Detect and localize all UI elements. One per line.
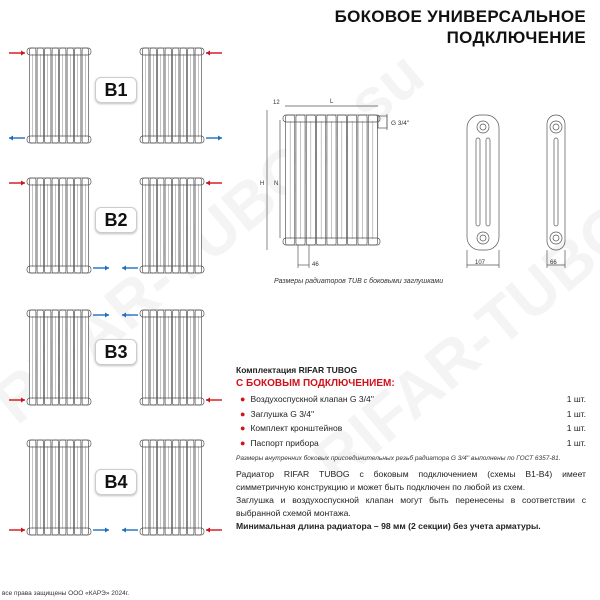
scheme-b4 [0, 435, 230, 545]
dim-l-label: L [330, 99, 334, 105]
radiator-left [27, 440, 91, 535]
description-p1: Радиатор RIFAR TUBOG с боковым подключением (схемы B1-B4) имеет симметричную конструкцию и может быть подключен по любой из схем. [236, 469, 586, 492]
kit-item-name: Паспорт прибора [250, 437, 319, 448]
supply-arrow-icon [9, 528, 25, 533]
radiator-left [27, 310, 91, 405]
supply-arrow-icon [206, 398, 222, 403]
kit-item-qty: 1 шт. [566, 437, 586, 448]
scheme-label: B1 [95, 77, 137, 103]
supply-arrow-icon [206, 528, 222, 533]
supply-arrow-icon [9, 398, 25, 403]
dim-12-label: 12 [273, 100, 280, 106]
return-arrow-icon [93, 266, 109, 271]
return-arrow-icon [122, 313, 138, 318]
dim-n-label: N [274, 181, 279, 187]
scheme-label: B2 [95, 207, 137, 233]
return-arrow-icon [93, 528, 109, 533]
dimension-drawing [240, 90, 580, 285]
dim-107-label: 107 [475, 260, 486, 266]
radiator-right [140, 178, 204, 273]
kit-section [236, 365, 586, 462]
return-arrow-icon [122, 528, 138, 533]
bullet-icon: ● [240, 394, 246, 405]
kit-item-name: Воздухоспускной клапан G 3/4'' [250, 394, 374, 405]
dim-46-label: 46 [312, 262, 319, 268]
kit-item-name: Заглушка G 3/4'' [250, 408, 315, 419]
radiator-right [140, 48, 204, 143]
drawing-caption: Размеры радиаторов TUB с боковыми заглушками [274, 278, 444, 285]
kit-item-qty: 1 шт. [566, 394, 586, 405]
description [236, 468, 586, 533]
radiator-front-view [283, 115, 380, 245]
kit-item-name: Комплект кронштейнов [250, 423, 343, 434]
supply-arrow-icon [206, 51, 222, 56]
radiator-right [140, 310, 204, 405]
kit-item-qty: 1 шт. [566, 423, 586, 434]
radiator-side-view-107 [467, 115, 499, 250]
scheme-b1 [0, 43, 230, 153]
return-arrow-icon [122, 266, 138, 271]
kit-item [236, 436, 586, 451]
kit-title: Комплектация RIFAR TUBOG [236, 365, 358, 375]
kit-item [236, 407, 586, 422]
bullet-icon: ● [240, 423, 246, 434]
dim-66-label: 66 [550, 260, 557, 266]
return-arrow-icon [206, 136, 222, 141]
scheme-label: B4 [95, 469, 137, 495]
description-p2: Заглушка и воздухоспускной клапан могут быть перенесены в соответствии с выбранной схемой монтажа. [236, 495, 586, 518]
kit-item [236, 421, 586, 436]
scheme-b3 [0, 305, 230, 415]
title-line-2: ПОДКЛЮЧЕНИЕ [446, 28, 586, 47]
thread-label: G 3/4'' [391, 120, 410, 127]
description-p3: Минимальная длина радиатора – 98 мм (2 секции) без учета арматуры. [236, 521, 541, 531]
radiator-left [27, 48, 91, 143]
supply-arrow-icon [9, 51, 25, 56]
return-arrow-icon [93, 313, 109, 318]
page-title [335, 6, 586, 48]
kit-note: Размеры внутренних боковых присоединительных резьб радиатора G 3/4'' выполнены по ГОСТ 6357-81. [236, 455, 561, 462]
supply-arrow-icon [9, 181, 25, 186]
return-arrow-icon [9, 136, 25, 141]
kit-item-qty: 1 шт. [566, 408, 586, 419]
title-line-1: БОКОВОЕ УНИВЕРСАЛЬНОЕ [334, 7, 586, 26]
supply-arrow-icon [206, 181, 222, 186]
bullet-icon: ● [240, 408, 246, 419]
scheme-b2 [0, 173, 230, 283]
scheme-label: B3 [95, 339, 137, 365]
radiator-side-view-66 [547, 115, 565, 250]
radiator-right [140, 440, 204, 535]
copyright: все права защищены ООО «КАРЭ» 2024г. [2, 590, 130, 597]
kit-subtitle: С БОКОВЫМ ПОДКЛЮЧЕНИЕМ: [236, 378, 395, 389]
bullet-icon: ● [240, 437, 246, 448]
radiator-left [27, 178, 91, 273]
kit-item [236, 392, 586, 407]
dim-h-label: H [260, 181, 265, 187]
